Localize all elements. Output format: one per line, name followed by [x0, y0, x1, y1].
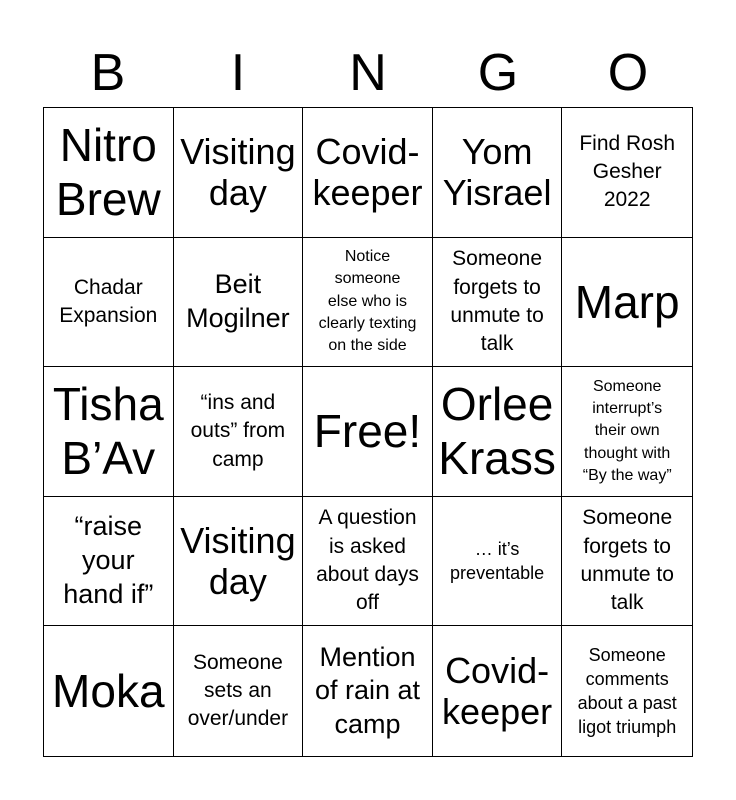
- cell-text: Tisha B’Av: [52, 378, 164, 485]
- bingo-cell-r5-c3[interactable]: [303, 626, 433, 756]
- cell-text: Someone forgets to unmute to talk: [580, 506, 674, 615]
- bingo-cell-r4-c4[interactable]: [433, 497, 563, 627]
- cell-text: Beit Mogilner: [186, 269, 290, 333]
- header-letter-o: O: [607, 44, 649, 102]
- cell-text: … it’s preventable: [450, 538, 545, 584]
- bingo-cell-r4-c1[interactable]: [44, 497, 174, 627]
- bingo-cell-free-space[interactable]: [303, 367, 433, 497]
- bingo-cell-r3-c4[interactable]: [433, 367, 563, 497]
- bingo-cell-r2-c2[interactable]: [174, 238, 304, 368]
- bingo-cell-r3-c5[interactable]: [562, 367, 692, 497]
- cell-text: Yom Yisrael: [442, 130, 552, 214]
- cell-text: Chadar Expansion: [59, 275, 158, 327]
- cell-text: Visiting day: [180, 519, 296, 603]
- bingo-cell-r5-c2[interactable]: [174, 626, 304, 756]
- cell-text: Nitro Brew: [55, 119, 161, 226]
- header-letter-g: G: [477, 44, 519, 102]
- cell-text: Someone comments about a past ligot triumph: [577, 644, 677, 738]
- cell-text: Someone sets an over/under: [187, 650, 289, 731]
- cell-text: Covid- keeper: [312, 130, 423, 214]
- cell-text: Marp: [574, 275, 680, 328]
- bingo-cell-r1-c3[interactable]: [303, 108, 433, 238]
- bingo-cell-r2-c5[interactable]: [562, 238, 692, 368]
- header-letter-n: N: [349, 44, 387, 102]
- cell-text: Free!: [313, 405, 422, 458]
- bingo-cell-r1-c5[interactable]: [562, 108, 692, 238]
- bingo-cell-r3-c2[interactable]: [174, 367, 304, 497]
- bingo-cell-r3-c1[interactable]: [44, 367, 174, 497]
- cell-text: Orlee Krass: [438, 378, 556, 485]
- header-letter-i: I: [230, 44, 246, 102]
- bingo-cell-r4-c3[interactable]: [303, 497, 433, 627]
- cell-text: Moka: [52, 665, 165, 718]
- cell-text: Someone forgets to unmute to talk: [450, 247, 544, 356]
- bingo-cell-r2-c3[interactable]: [303, 238, 433, 368]
- bingo-cell-r2-c4[interactable]: [433, 238, 563, 368]
- bingo-cell-r1-c2[interactable]: [174, 108, 304, 238]
- cell-text: Notice someone else who is clearly texting on the side: [318, 247, 417, 355]
- cell-text: “raise your hand if”: [63, 511, 154, 609]
- bingo-header: [43, 38, 693, 108]
- bingo-cell-r1-c1[interactable]: [44, 108, 174, 238]
- header-letter-b: B: [90, 44, 126, 102]
- bingo-cell-r4-c5[interactable]: [562, 497, 692, 627]
- bingo-cell-r1-c4[interactable]: [433, 108, 563, 238]
- cell-text: “ins and outs” from camp: [190, 390, 286, 471]
- bingo-cell-r5-c1[interactable]: [44, 626, 174, 756]
- bingo-cell-r5-c4[interactable]: [433, 626, 563, 756]
- cell-text: A question is asked about days off: [316, 506, 419, 615]
- bingo-cell-r4-c2[interactable]: [174, 497, 304, 627]
- bingo-cell-r5-c5[interactable]: [562, 626, 692, 756]
- cell-text: Covid- keeper: [442, 649, 553, 733]
- cell-text: Mention of rain at camp: [314, 641, 421, 740]
- cell-text: Visiting day: [180, 130, 296, 214]
- cell-text: Someone interrupt’s their own thought with “By the way”: [582, 377, 672, 485]
- cell-text: Find Rosh Gesher 2022: [579, 131, 676, 212]
- bingo-board: [43, 107, 693, 757]
- bingo-cell-r2-c1[interactable]: [44, 238, 174, 368]
